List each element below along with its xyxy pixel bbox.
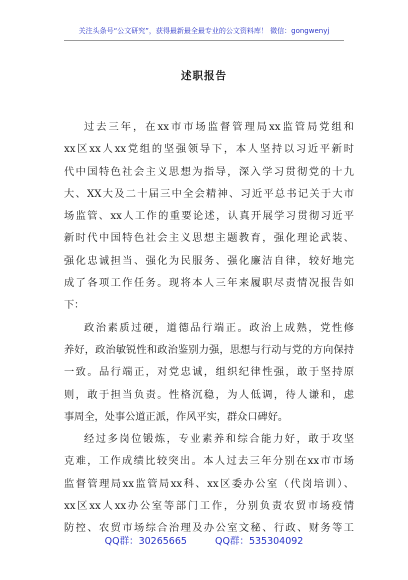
body-line: 下： <box>64 300 85 312</box>
body-line: xx区xx人xx办公室等部门工作，分别负责农贸市场疫情 <box>64 501 354 513</box>
body-line: 养好，政治敏锐性和政治鉴别力强，思想与行动与党的方向保持 <box>64 344 354 356</box>
body-line: 过去三年，在xx市市场监督管理局xx监管局党组和 <box>84 122 354 133</box>
body-line: 克难，工作成绩比较突出。本人过去三年分别在xx市市场 <box>64 456 354 468</box>
body-line: 一致。品行端正，对党忠诚，组织纪律性强，敢于坚持原 <box>64 367 354 379</box>
body-line: 则，敢于担当负责。性格沉稳，为人低调，待人谦和，虑 <box>64 389 354 401</box>
body-line: 新时代中国特色社会主义思想主题教育，强化理论武装、 <box>64 233 354 245</box>
footer-qq-group-1: QQ群：30265665 <box>104 536 187 547</box>
body-line: 代中国特色社会主义思想为指导，深入学习贯彻党的十九 <box>64 166 354 178</box>
footer-contact <box>0 533 408 547</box>
body-line: 场监管、xx人工作的重要论述，认真开展学习贯彻习近平 <box>64 211 354 223</box>
document-title: 述职报告 <box>181 70 227 82</box>
body-line: 防控、农贸市场综合治理及办公室文秘、行政、财务等工 <box>64 523 354 535</box>
footer-qq-group-2: QQ群：535304092 <box>215 536 304 547</box>
body-line: 监督管理局xx监管局xx科、xx区委办公室（代岗培训）、 <box>64 478 354 490</box>
body-line: 经过多岗位锻炼，专业素养和综合能力好，敢于攻坚 <box>84 434 354 446</box>
body-line: 强化忠诚担当、强化为民服务、强化廉洁自律，较好地完 <box>64 255 354 267</box>
body-line: 大、XX大及二十届三中全会精神、习近平总书记关于大市 <box>64 188 354 200</box>
body-line: 政治素质过硬，道德品行端正。政治上成熟，党性修 <box>84 322 354 334</box>
body-line: 事周全，处事公道正派，作风平实，群众口碑好。 <box>64 411 289 423</box>
body-line: xx区xx人xx党组的坚强领导下，本人坚持以习近平新时 <box>64 144 354 156</box>
header-note: 关注头条号“公文研究”，获得最新最全最专业的公文资料库！ 微信：gongwenyj <box>78 27 330 35</box>
document-body <box>64 117 354 541</box>
header-divider <box>64 40 344 41</box>
body-line: 成了各项工作任务。现将本人三年来履职尽责情况报告如 <box>64 278 354 290</box>
